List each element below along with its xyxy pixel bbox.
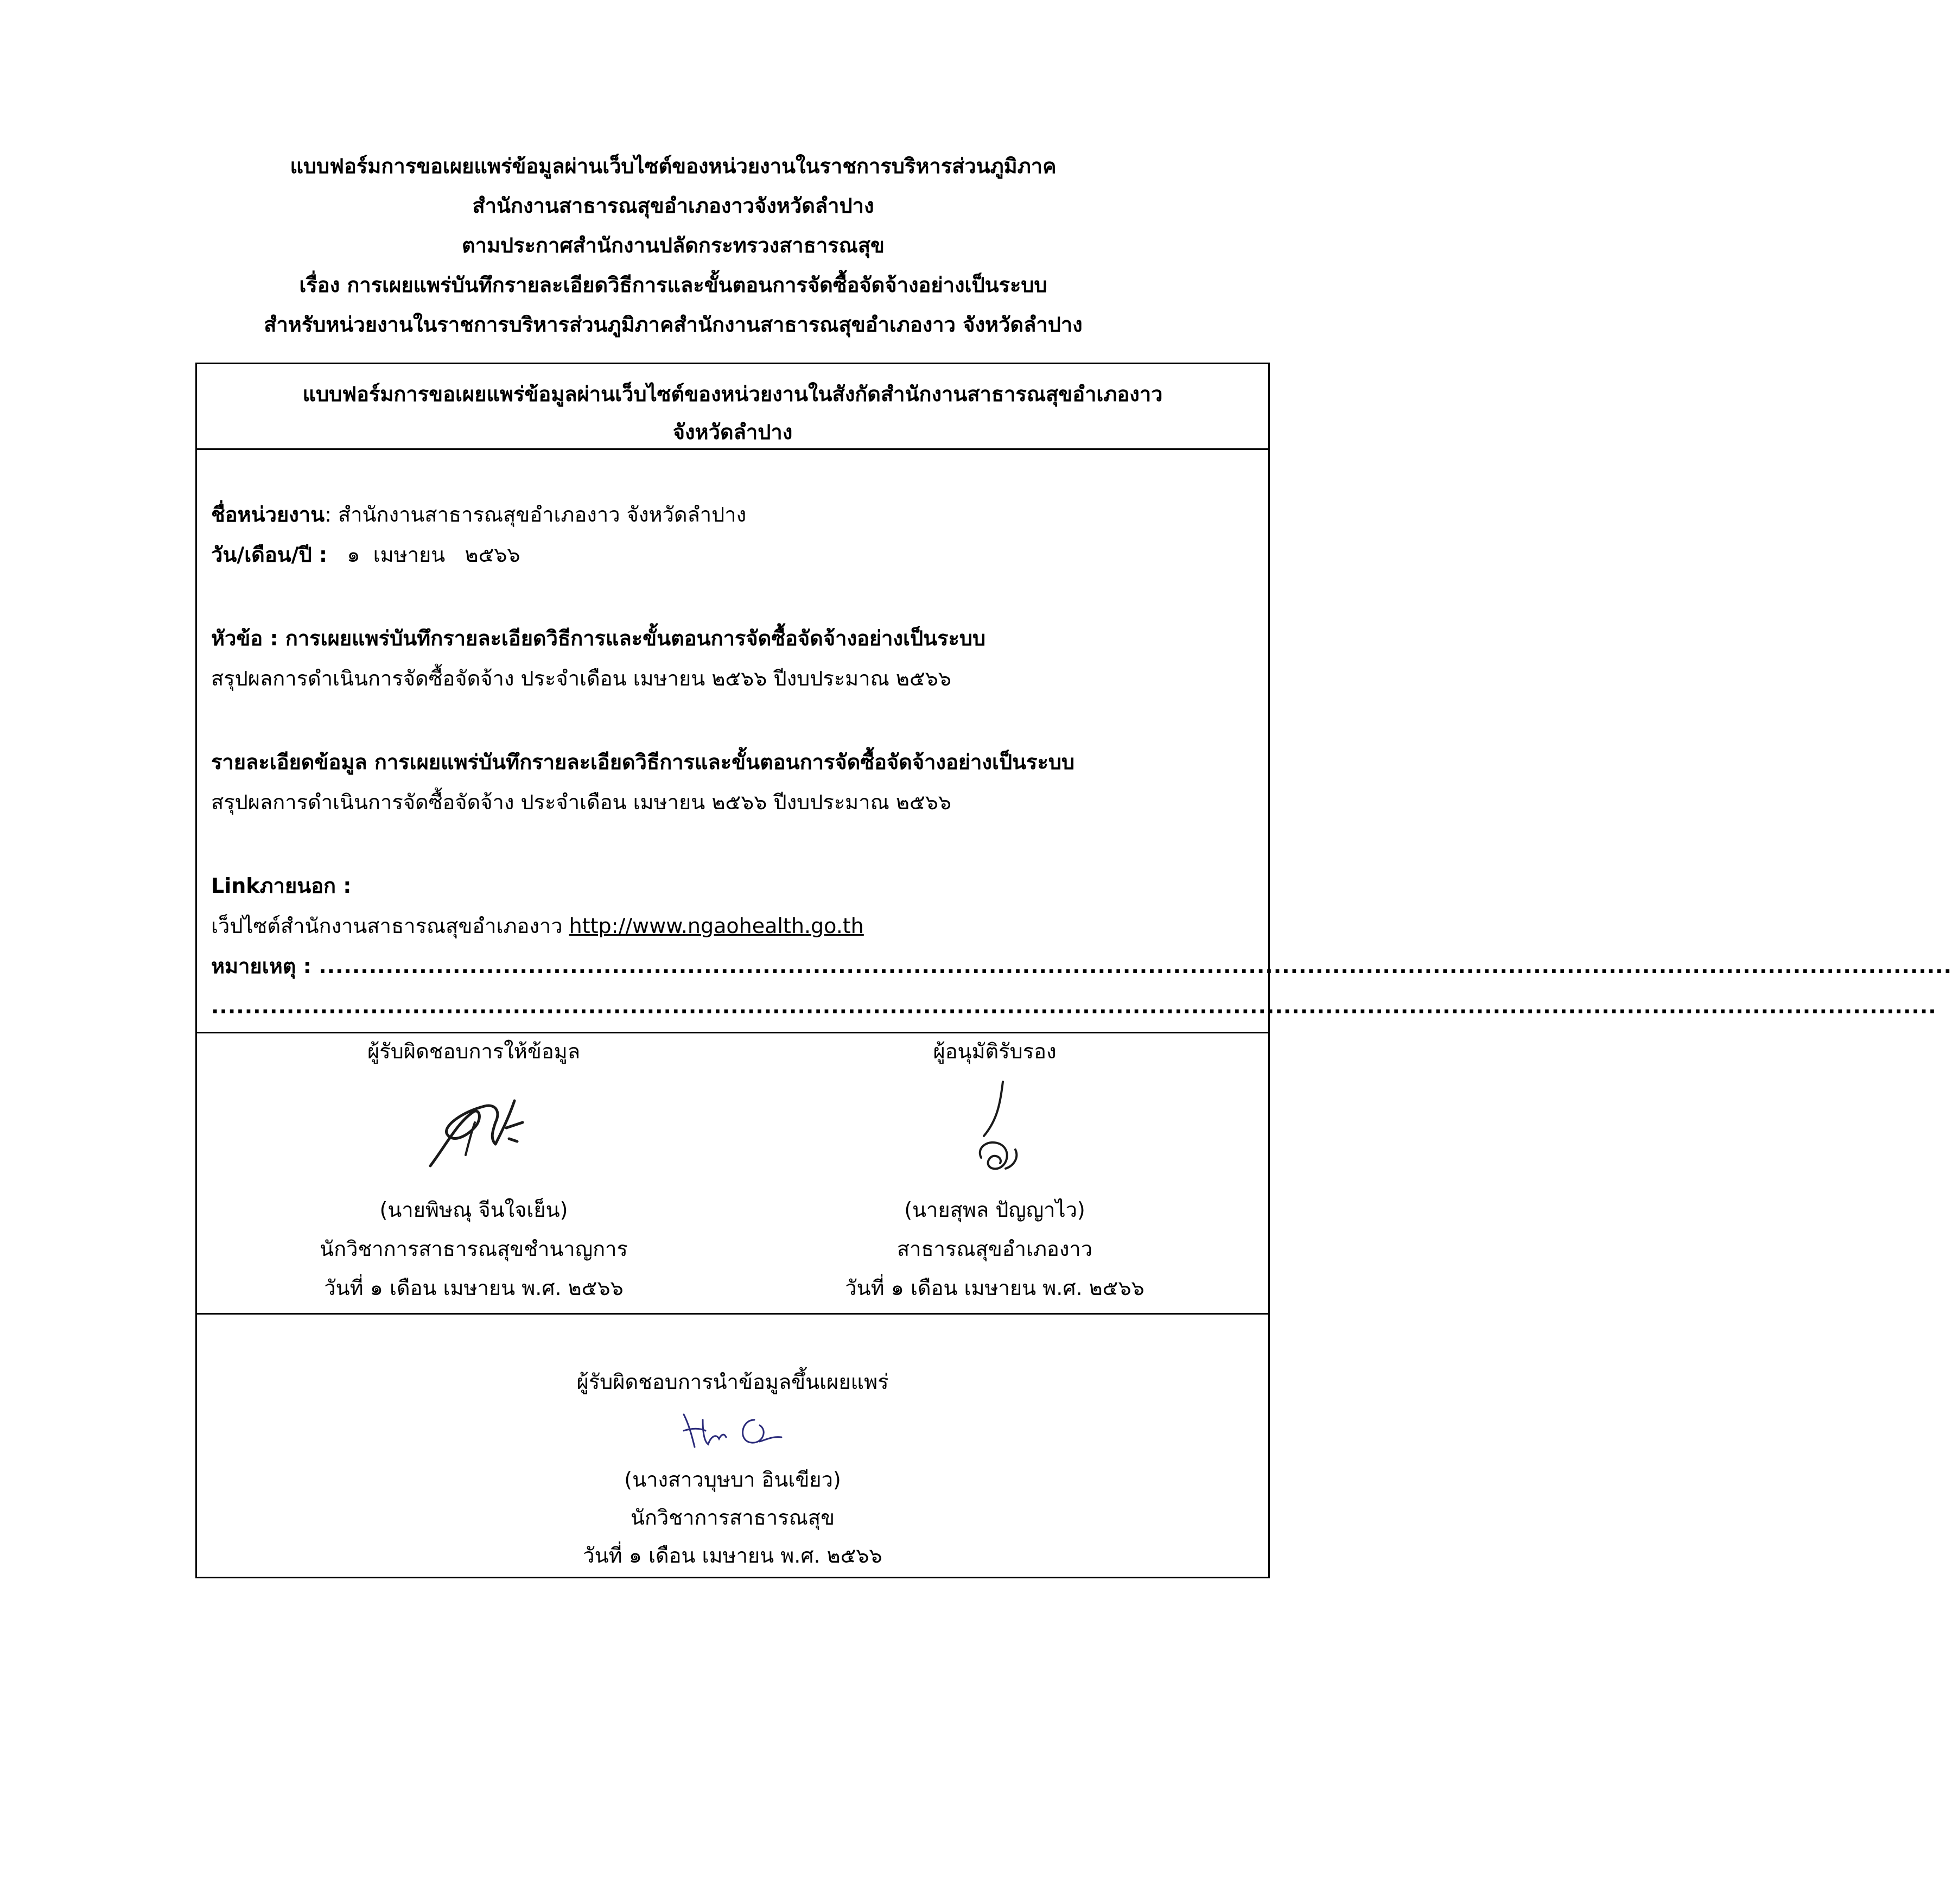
- form-box: [195, 363, 1952, 1578]
- handwritten-signature-icon: [673, 1404, 792, 1458]
- unit-value: : สำนักงานสาธารณสุขอำเภองาว จังหวัดลำปาง: [325, 503, 747, 526]
- header-line-1: แบบฟอร์มการขอเผยแพร่ข้อมูลผ่านเว็บไซต์ของหน่วยงานในราชการบริหารส่วนภูมิภาค: [290, 154, 1057, 178]
- date-row: [211, 535, 1253, 575]
- form-details: [211, 494, 1952, 1026]
- divider: [197, 448, 1268, 450]
- website-text: เว็ปไซต์สำนักงานสาธารณสุขอำเภองาว: [211, 914, 569, 938]
- signature-left: [213, 1032, 734, 1308]
- website-link[interactable]: http://www.ngaohealth.go.th: [569, 914, 864, 938]
- topic-heading: หัวข้อ : การเผยแพร่บันทึกรายละเอียดวิธีการและขั้นตอนการจัดซื้อจัดจ้างอย่างเป็นระบบ: [211, 626, 986, 650]
- detail-heading: รายละเอียดข้อมูล การเผยแพร่บันทึกรายละเอียดวิธีการและขั้นตอนการจัดซื้อจัดจ้างอย่างเป็นระบบ: [211, 750, 1075, 774]
- form-title-line-2: จังหวัดลำปาง: [672, 420, 793, 444]
- detail-text: สรุปผลการดำเนินการจัดซื้อจัดจ้าง ประจำเดือน เมษายน ๒๕๖๖ ปีงบประมาณ ๒๕๖๖: [211, 790, 951, 814]
- signature-right-image: [734, 1071, 1255, 1190]
- note-row: [211, 946, 1952, 986]
- signature-left-name: (นายพิษณุ จีนใจเย็น): [379, 1198, 568, 1222]
- signature-right-role: ผู้อนุมัติรับรอง: [933, 1039, 1057, 1063]
- note-row-2: [211, 986, 1937, 1026]
- signature-right-name: (นายสุพล ปัญญาไว): [904, 1198, 1085, 1222]
- signature-right-position: สาธารณสุขอำเภองาว: [896, 1237, 1093, 1261]
- date-value: ๑ เมษายน ๒๕๖๖: [327, 543, 520, 567]
- note-label: หมายเหตุ :: [211, 954, 319, 978]
- note-dots-2: ..............................................................................................................................................................................................................: [211, 994, 1937, 1018]
- header-line-3: ตามประกาศสำนักงานปลัดกระทรวงสาธารณสุข: [461, 233, 885, 257]
- signature-left-position: นักวิชาการสาธารณสุขชำนาญการ: [320, 1237, 628, 1261]
- note-dots: ...................................................................................................................................................................................................: [319, 954, 1952, 978]
- signature-left-date: วันที่ ๑ เดือน เมษายน พ.ศ. ๒๕๖๖: [324, 1276, 624, 1300]
- divider: [197, 1313, 1268, 1315]
- handwritten-signature-icon: [951, 1076, 1038, 1185]
- form-title-line-1: แบบฟอร์มการขอเผยแพร่ข้อมูลผ่านเว็บไซต์ของหน่วยงานในสังกัดสำนักงานสาธารณสุขอำเภองาว: [302, 382, 1163, 406]
- unit-label: ชื่อหน่วยงาน: [211, 503, 325, 526]
- signature-bottom: [197, 1363, 1268, 1575]
- date-label: วัน/เดือน/ปี :: [211, 543, 328, 567]
- header-line-5: สำหรับหน่วยงานในราชการบริหารส่วนภูมิภาคสำนักงานสาธารณสุขอำเภองาว จังหวัดลำปาง: [264, 313, 1083, 337]
- document-header: [0, 147, 1346, 345]
- signature-left-role: ผู้รับผิดชอบการให้ข้อมูล: [367, 1039, 580, 1063]
- header-line-4: เรื่อง การเผยแพร่บันทึกรายละเอียดวิธีการและขั้นตอนการจัดซื้อจัดจ้างอย่างเป็นระบบ: [299, 273, 1047, 297]
- external-link-label: Linkภายนอก :: [211, 874, 352, 898]
- header-line-2: สำนักงานสาธารณสุขอำเภองาวจังหวัดลำปาง: [472, 194, 874, 218]
- unit-row: [211, 494, 1253, 535]
- website-row: [211, 906, 1253, 946]
- handwritten-signature-icon: [414, 1079, 533, 1182]
- topic-text: สรุปผลการดำเนินการจัดซื้อจัดจ้าง ประจำเดือน เมษายน ๒๕๖๖ ปีงบประมาณ ๒๕๖๖: [211, 667, 951, 690]
- signature-bottom-date: วันที่ ๑ เดือน เมษายน พ.ศ. ๒๕๖๖: [583, 1544, 882, 1567]
- signature-right-date: วันที่ ๑ เดือน เมษายน พ.ศ. ๒๕๖๖: [845, 1276, 1145, 1300]
- signature-bottom-position: นักวิชาการสาธารณสุข: [630, 1506, 835, 1529]
- signature-right: [734, 1032, 1255, 1308]
- signature-bottom-role: ผู้รับผิดชอบการนำข้อมูลขึ้นเผยแพร่: [576, 1370, 889, 1394]
- signature-bottom-name: (นางสาวบุษบา อินเขียว): [624, 1468, 841, 1492]
- signature-left-image: [213, 1071, 734, 1190]
- signature-bottom-image: [197, 1401, 1268, 1461]
- form-title: [197, 375, 1268, 451]
